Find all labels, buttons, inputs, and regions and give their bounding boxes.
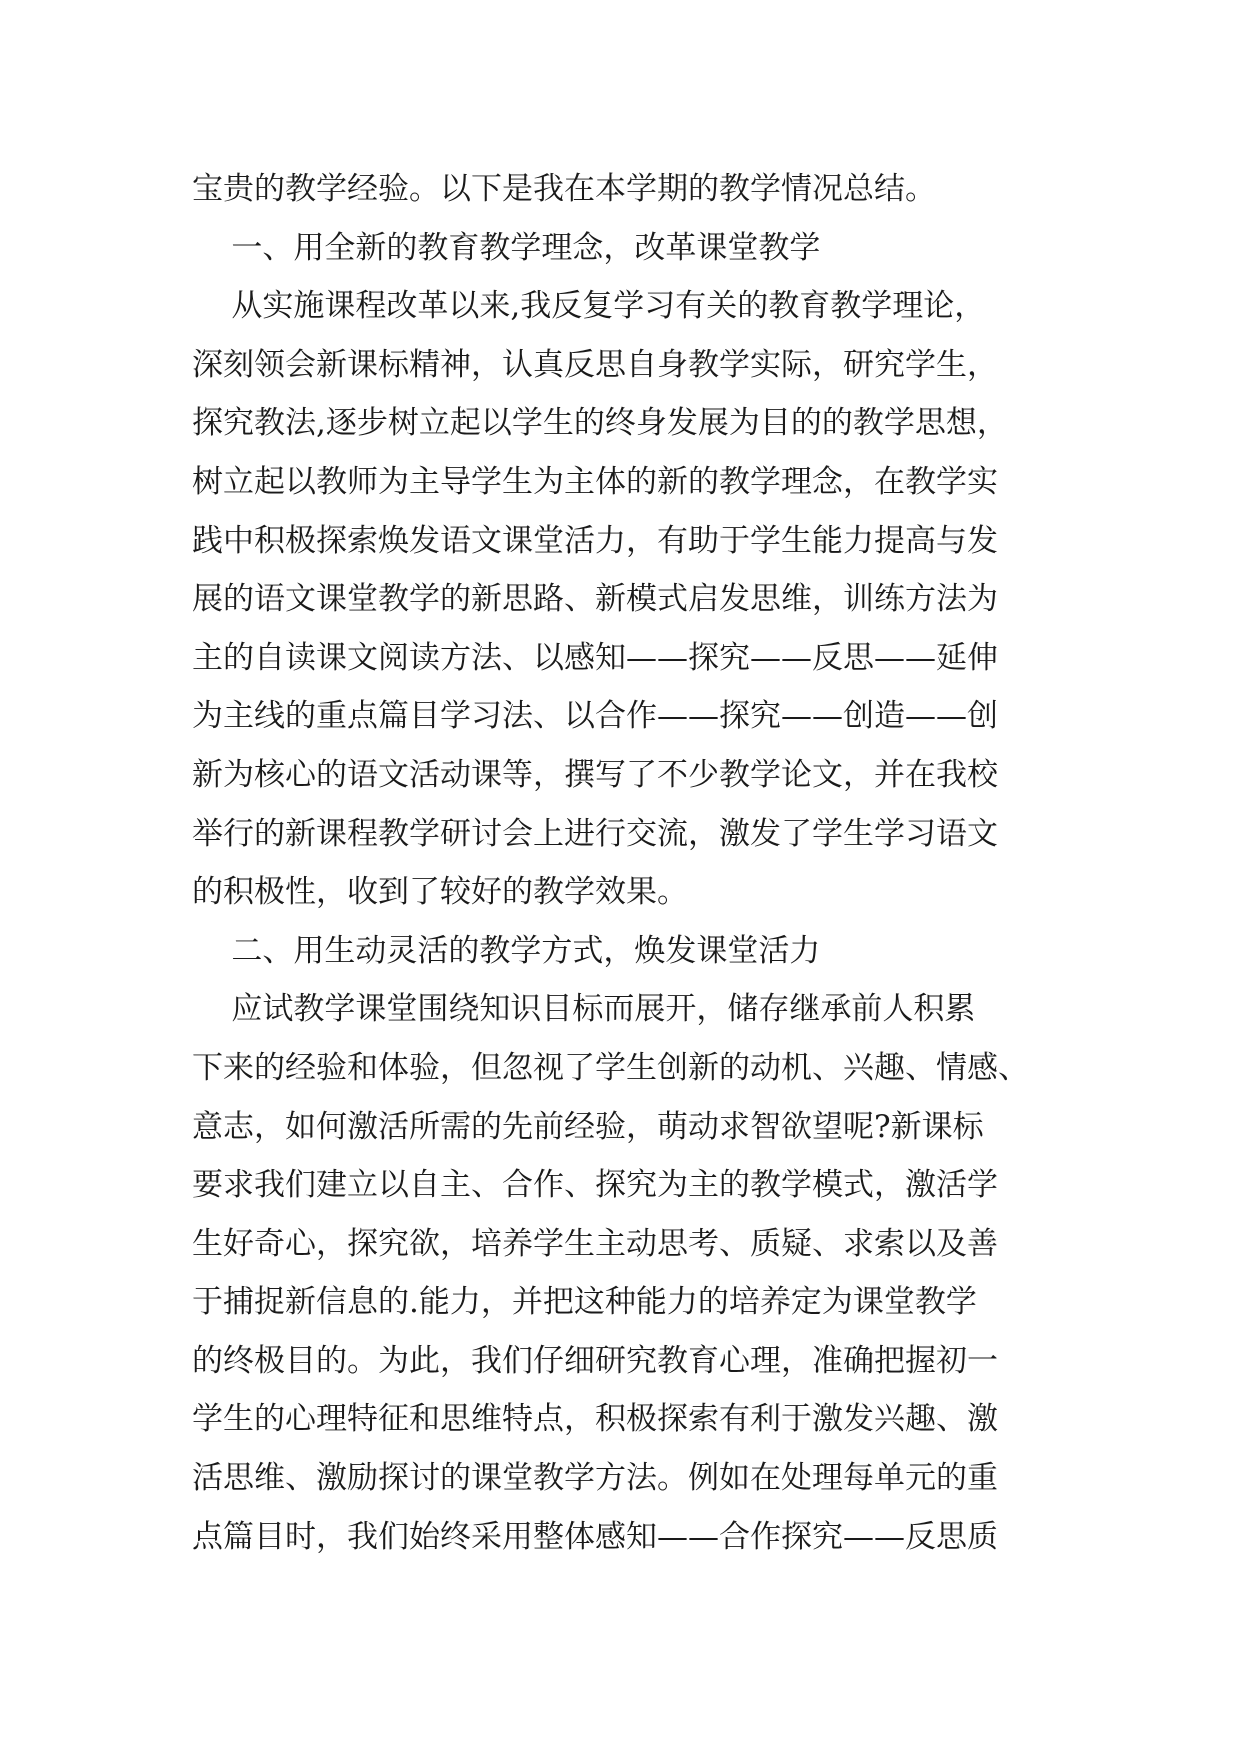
section-heading-1: 一、用全新的教育教学理念，改革课堂教学 <box>192 229 821 266</box>
body-text <box>192 160 1092 1566</box>
text-line: 点篇目时，我们始终采用整体感知——合作探究——反思质 <box>192 1518 998 1555</box>
text-line: 深刻领会新课标精神，认真反思自身教学实际，研究学生， <box>192 346 998 383</box>
text-line: 的积极性，收到了较好的教学效果。 <box>192 874 688 911</box>
text-line: 树立起以教师为主导学生为主体的新的教学理念，在教学实 <box>192 463 998 500</box>
text-line: 要求我们建立以自主、合作、探究为主的教学模式，激活学 <box>192 1167 998 1204</box>
text-line: 宝贵的教学经验。以下是我在本学期的教学情况总结。 <box>192 171 936 207</box>
text-line: 为主线的重点篇目学习法、以合作——探究——创造——创 <box>192 698 998 735</box>
text-line: 活思维、激励探讨的课堂教学方法。例如在处理每单元的重 <box>192 1460 998 1497</box>
text-line: 生好奇心，探究欲，培养学生主动思考、质疑、求索以及善 <box>192 1225 998 1262</box>
text-line: 探究教法,逐步树立起以学生的终身发展为目的的教学思想， <box>192 405 1008 442</box>
text-line: 主的自读课文阅读方法、以感知——探究——反思——延伸 <box>192 639 998 676</box>
text-line: 新为核心的语文活动课等，撰写了不少教学论文，并在我校 <box>192 756 998 793</box>
text-line: 践中积极探索焕发语文课堂活力，有助于学生能力提高与发 <box>192 522 998 559</box>
section-heading-2: 二、用生动灵活的教学方式，焕发课堂活力 <box>192 932 821 969</box>
text-line: 学生的心理特征和思维特点，积极探索有利于激发兴趣、激 <box>192 1401 998 1438</box>
text-line: 下来的经验和体验，但忽视了学生创新的动机、兴趣、情感、 <box>192 1049 1029 1086</box>
text-line: 从实施课程改革以来,我反复学习有关的教育教学理论， <box>192 288 986 325</box>
text-line: 应试教学课堂围绕知识目标而展开，储存继承前人积累 <box>192 991 976 1028</box>
text-line: 的终极目的。为此，我们仔细研究教育心理，准确把握初一 <box>192 1342 998 1379</box>
text-line: 意志，如何激活所需的先前经验，萌动求智欲望呢?新课标 <box>192 1108 984 1145</box>
text-line: 举行的新课程教学研讨会上进行交流，激发了学生学习语文 <box>192 815 998 852</box>
text-line: 展的语文课堂教学的新思路、新模式启发思维，训练方法为 <box>192 581 998 618</box>
text-line: 于捕捉新信息的.能力，并把这种能力的培养定为课堂教学 <box>192 1284 977 1321</box>
